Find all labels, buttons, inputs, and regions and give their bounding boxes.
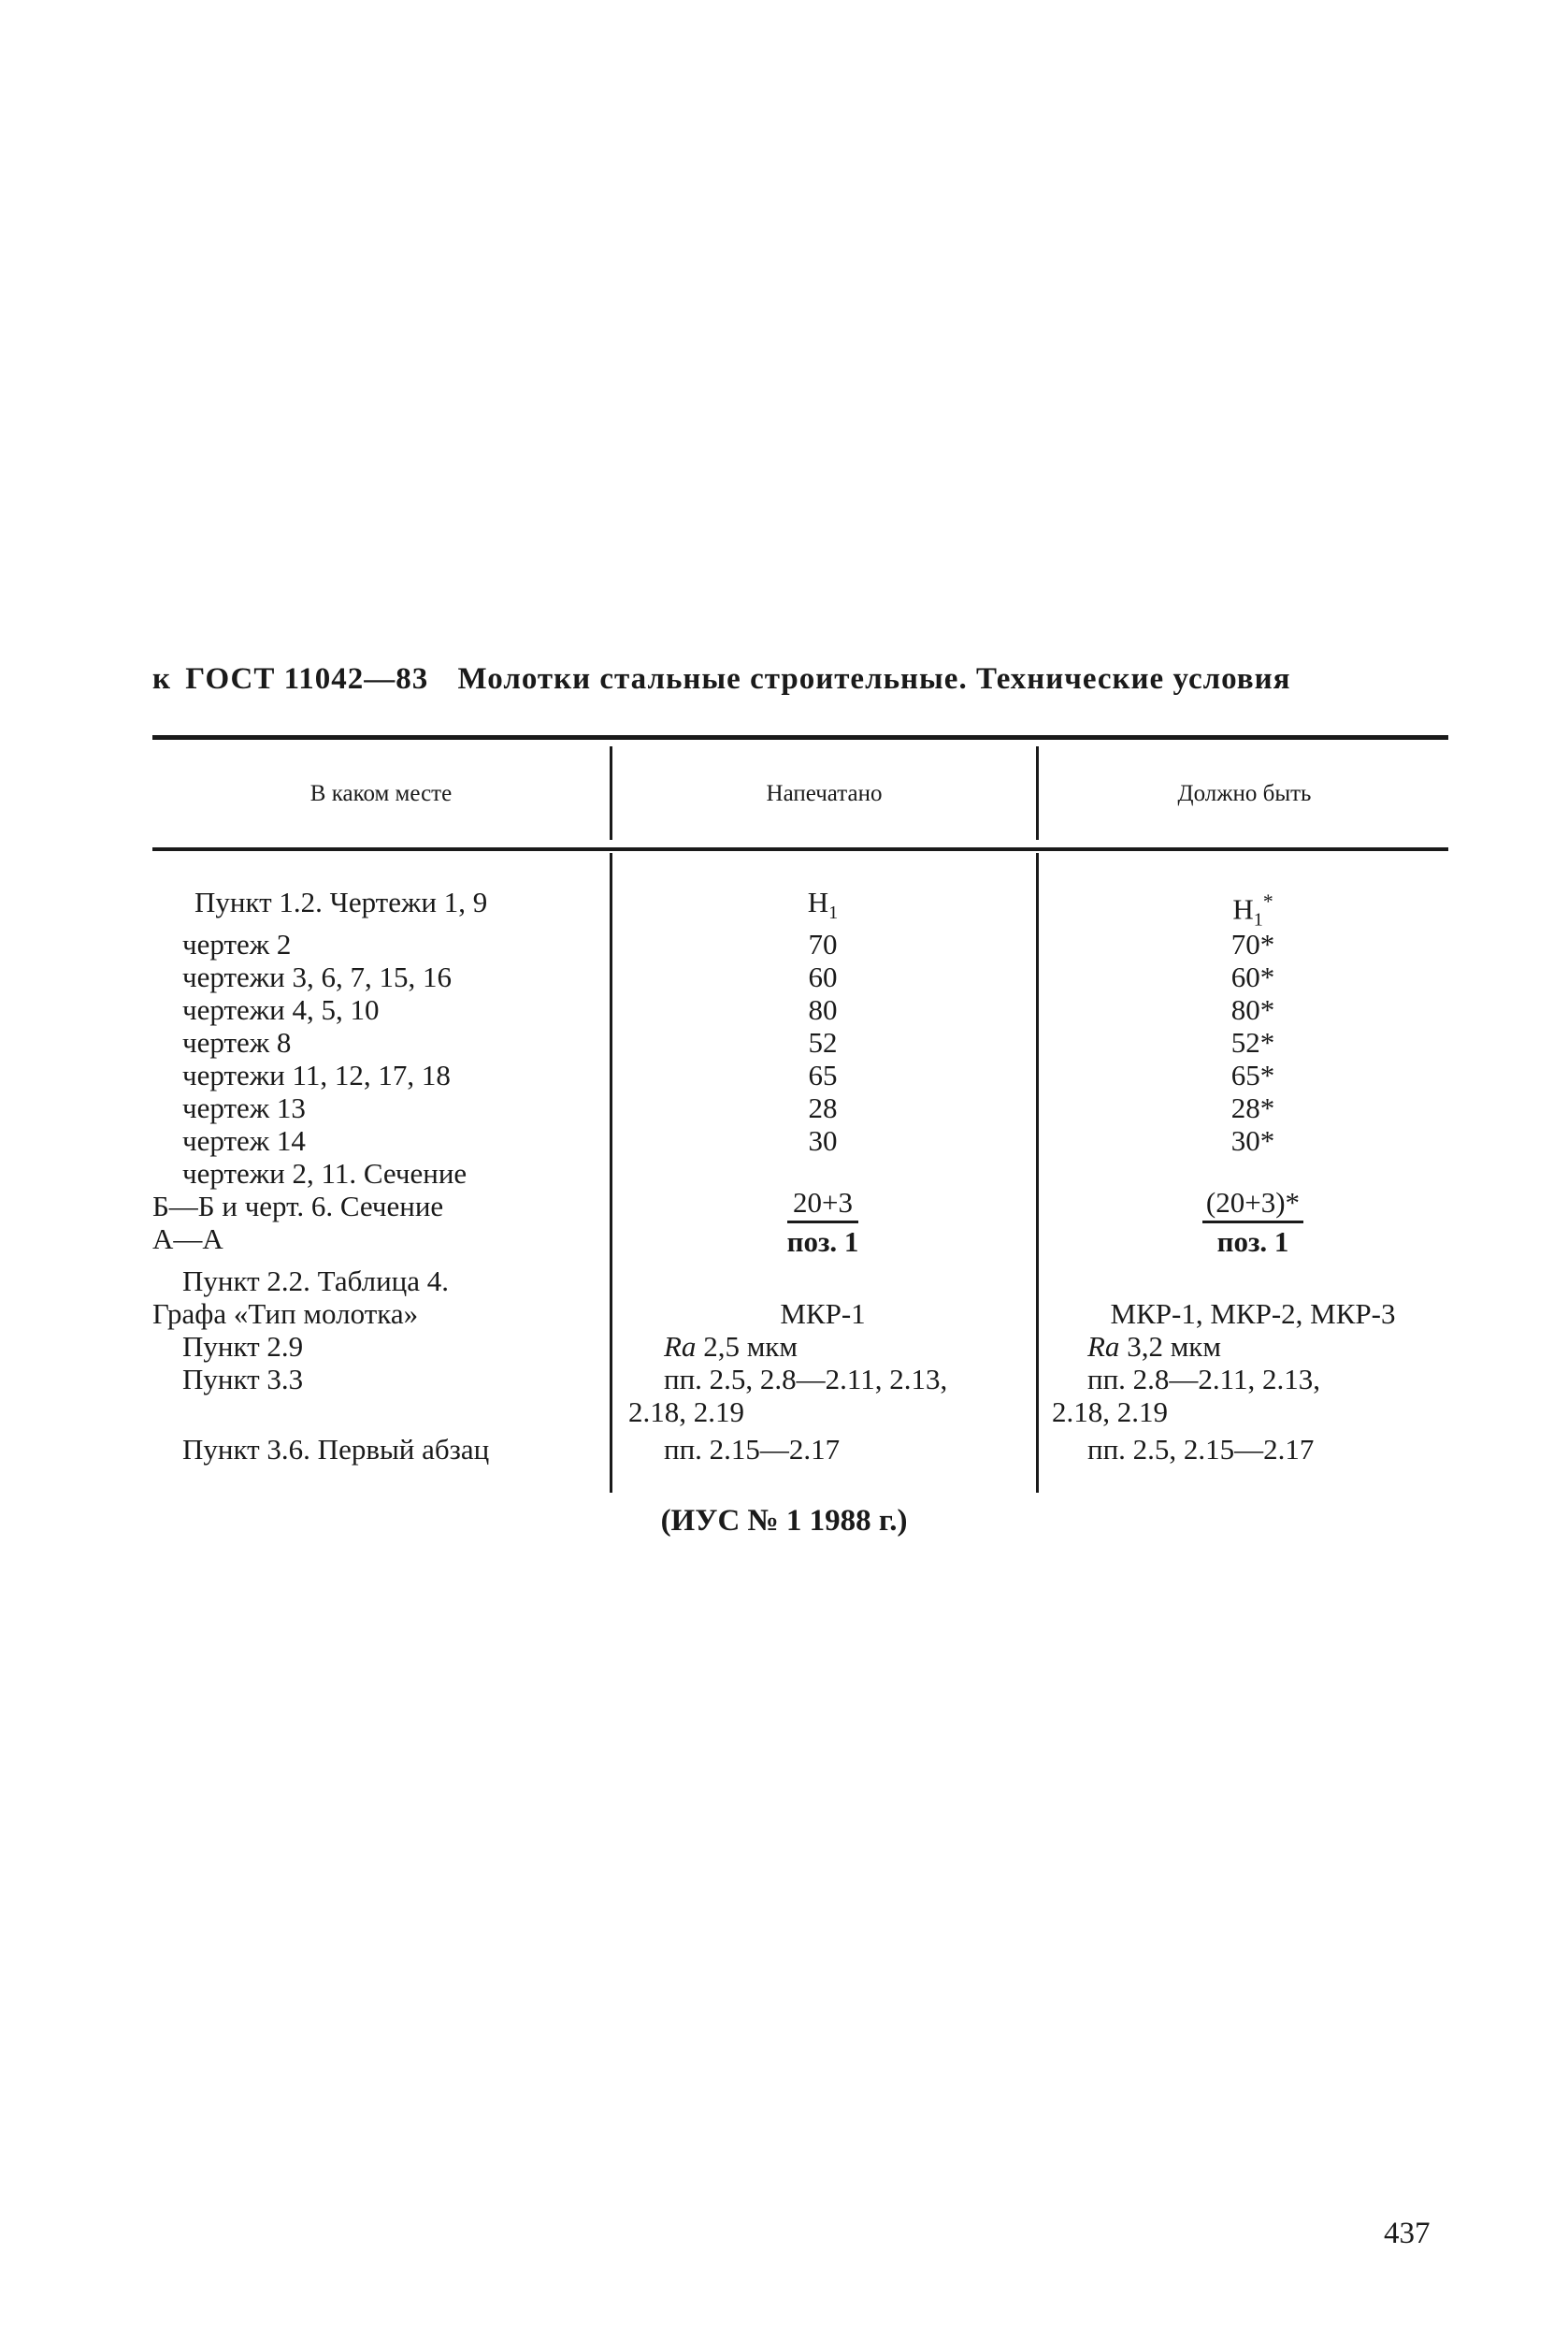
printed-denominator: поз. 1: [786, 1225, 859, 1258]
printed-cell: 65: [808, 1059, 838, 1091]
printed-fraction: [787, 1186, 859, 1258]
should-fraction: [1202, 1186, 1303, 1258]
gost-number: ГОСТ 11042—83: [185, 662, 429, 696]
place-cell: чертежи 4, 5, 10: [182, 993, 380, 1026]
should-denominator: поз. 1: [1216, 1225, 1289, 1258]
printed-cell: 80: [808, 993, 838, 1026]
title-prefix: к: [152, 662, 172, 696]
place-line: А—А: [152, 1222, 223, 1255]
place-cell: Пункт 3.3: [182, 1363, 304, 1395]
should-cell: 70*: [1230, 928, 1275, 961]
printed-cell: МКР-1: [780, 1297, 866, 1330]
should-numerator: (20+3)*: [1202, 1186, 1303, 1223]
place-line: Б—Б и черт. 6. Сечение: [152, 1190, 444, 1222]
place-cell: чертежи 11, 12, 17, 18: [182, 1059, 451, 1091]
place-cell: Пункт 2.9: [182, 1330, 304, 1363]
printed-cell: 30: [808, 1124, 838, 1157]
should-cell: 52*: [1230, 1026, 1275, 1059]
place-cell: Пункт 1.2. Чертежи 1, 9: [194, 886, 488, 918]
printed-cell: 70: [808, 928, 838, 961]
printed-roughness-value: 2,5 мкм: [703, 1330, 798, 1363]
should-line: 2.18, 2.19: [1052, 1395, 1168, 1428]
printed-line: 2.18, 2.19: [628, 1395, 744, 1428]
printed-cell: пп. 2.15—2.17: [664, 1433, 841, 1466]
printed-cell: 28: [808, 1091, 838, 1124]
printed-cell: [617, 886, 1029, 930]
place-cell: Пункт 3.6. Первый абзац: [182, 1433, 490, 1466]
should-sub: 1: [1253, 909, 1263, 931]
header-place: В каком месте: [309, 781, 453, 806]
place-cell: чертеж 2: [182, 928, 292, 961]
printed-line: пп. 2.5, 2.8—2.11, 2.13,: [664, 1363, 948, 1395]
place-line: [182, 1157, 599, 1190]
should-cell: 60*: [1230, 961, 1275, 993]
printed-sub: 1: [828, 903, 839, 924]
place-cell: чертеж 14: [182, 1124, 306, 1157]
place-cell: чертежи 3, 6, 7, 15, 16: [182, 961, 453, 993]
place-line: Пункт 2.2. Таблица 4.: [182, 1264, 450, 1297]
column-divider-2-body: [1036, 853, 1039, 1493]
header-should-be: Должно быть: [1177, 781, 1312, 806]
page-number: 437: [1384, 2217, 1431, 2250]
should-cell: 65*: [1230, 1059, 1275, 1091]
should-cell: 30*: [1230, 1124, 1275, 1157]
place-cell: чертеж 8: [182, 1026, 292, 1059]
should-cell: [1047, 1186, 1459, 1258]
should-line: пп. 2.8—2.11, 2.13,: [1087, 1363, 1321, 1395]
place-cell: чертеж 13: [182, 1091, 306, 1124]
table-top-rule: [152, 735, 1448, 740]
should-cell: МКР-1, МКР-2, МКР-3: [1110, 1297, 1396, 1330]
should-cell: пп. 2.5, 2.15—2.17: [1087, 1433, 1315, 1466]
source-note: (ИУС № 1 1988 г.): [660, 1504, 908, 1538]
printed-cell: 52: [808, 1026, 838, 1059]
standard-name: Молотки стальные строительные. Технические условия: [457, 662, 1291, 696]
header-bottom-rule: [152, 847, 1448, 851]
document-title: [152, 662, 1461, 697]
should-cell: [1087, 1330, 1452, 1363]
printed-numerator: 20+3: [787, 1186, 859, 1223]
column-divider-1-body: [610, 853, 612, 1493]
place-line: Графа «Тип молотка»: [152, 1297, 419, 1330]
should-sup: *: [1262, 890, 1273, 913]
printed-base: H: [807, 886, 829, 918]
printed-roughness-symbol: Ra: [664, 1330, 697, 1363]
printed-cell: [664, 1330, 1029, 1363]
printed-cell: 60: [808, 961, 838, 993]
should-cell: 28*: [1230, 1091, 1275, 1124]
printed-cell: [617, 1186, 1029, 1258]
place-line-text: чертежи 2, 11. Сечение: [182, 1157, 468, 1190]
should-cell: 80*: [1230, 993, 1275, 1026]
should-roughness-value: 3,2 мкм: [1127, 1330, 1221, 1363]
should-roughness-symbol: Ra: [1087, 1330, 1120, 1363]
should-base: H: [1232, 892, 1254, 926]
header-printed: Напечатано: [766, 781, 883, 806]
